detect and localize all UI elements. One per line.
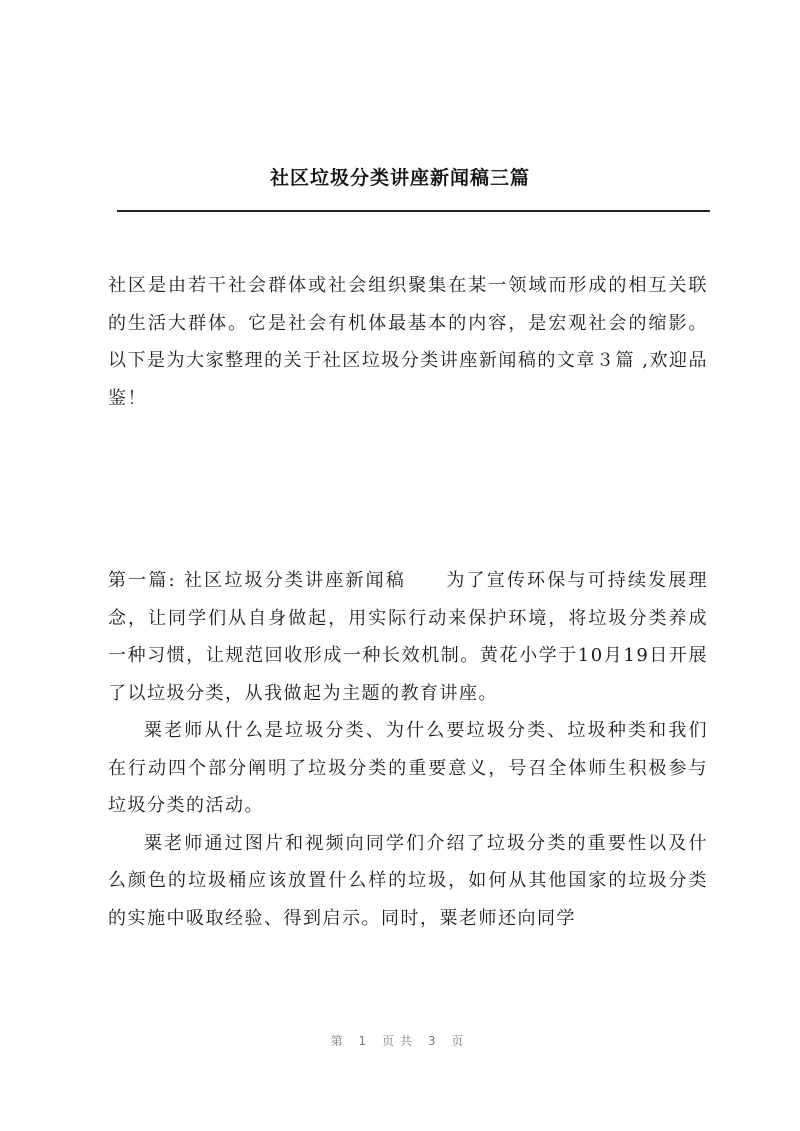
paragraph-1: 第一篇: 社区垃圾分类讲座新闻稿 为了宣传环保与可持续发展理念，让同学们从自身做起，用实际行动来保护环境，将垃圾分类养成一种习惯，让规范回收形成一种长效机制。黄花小学于10月19日开展了以垃圾分类，从我做起为主题的教育讲座。 [108, 570, 708, 704]
paragraph-2: 粟老师从什么是垃圾分类、为什么要垃圾分类、垃圾种类和我们在行动四个部分阐明了垃圾分类的重要意义，号召全体师生积极参与垃圾分类的活动。 [108, 720, 708, 816]
article-body [108, 562, 708, 937]
title-underline [117, 210, 710, 212]
intro-paragraph: 社区是由若干社会群体或社会组织聚集在某一领域而形成的相互关联的生活大群体。它是社会有机体最基本的内容，是宏观社会的缩影。 以下是为大家整理的关于社区垃圾分类讲座新闻稿的文章３篇 ,欢迎品鉴！ [108, 275, 708, 409]
page-footer: 第 1 页共 3 页 [330, 1034, 470, 1048]
paragraph-3: 粟老师通过图片和视频向同学们介绍了垃圾分类的重要性以及什么颜色的垃圾桶应该放置什么样的垃圾，如何从其他国家的垃圾分类的实施中吸取经验、得到启示。同时，粟老师还向同学 [108, 832, 708, 929]
document-title: 社区垃圾分类讲座新闻稿三篇 [269, 167, 530, 189]
